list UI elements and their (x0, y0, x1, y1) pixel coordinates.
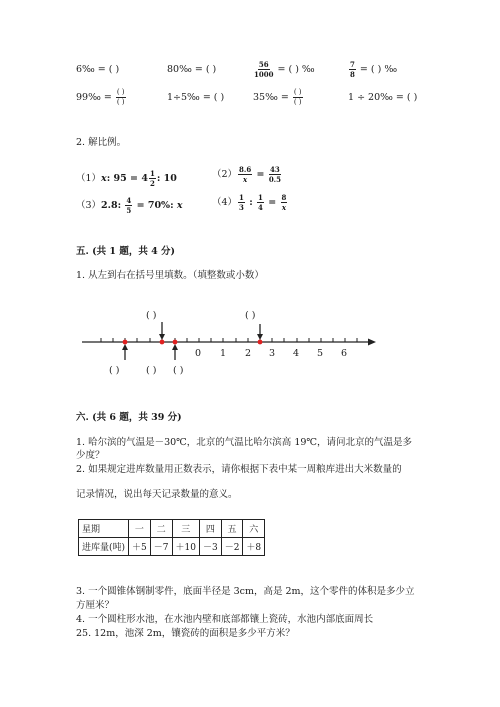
red-point-marker (173, 340, 178, 345)
fraction-denominator: 4 (258, 203, 263, 212)
fraction-denominator: 2 (149, 179, 155, 188)
section6-q1-line1: 1. 哈尔滨的气温是－30℃，北京的气温比哈尔滨高 19℃，请问北京的气温是多 (76, 437, 413, 448)
table-cell: 进库量(吨) (79, 538, 129, 556)
table-row (79, 538, 265, 556)
section5-question-1: 1. 从左到右在括号里填数。（填整数或小数） (76, 270, 264, 281)
section6-q3-line2: 方厘米？ (76, 600, 115, 611)
variable-x: x (176, 200, 183, 211)
table-header-cell: 一 (129, 520, 151, 538)
section6-q4-line2: 25. 12m，池深 2m，镶瓷砖的面积是多少平方米？ (76, 628, 295, 639)
equation-part: : 10 (156, 173, 177, 184)
fraction-numerator: 1 (258, 193, 263, 202)
fraction-denominator: 3 (239, 203, 244, 212)
fraction-numerator: 1 (239, 193, 244, 202)
fraction-numerator: 43 (270, 165, 280, 174)
table-cell: ＋5 (129, 538, 151, 556)
tick-label-6: 6 (341, 348, 348, 359)
fraction-numerator: 7 (350, 60, 355, 69)
table-header-row (79, 520, 265, 538)
table-cell: －7 (150, 538, 172, 556)
problem-label: （3） (76, 200, 102, 211)
fraction-denominator: 1000 (254, 70, 274, 79)
section5-title: 五. (共 1 题，共 4 分) (76, 246, 176, 257)
table-cell: ＋8 (243, 538, 265, 556)
equals-sign: = (253, 169, 268, 180)
section6-q2-line2: 记录情况，说出每天记录数量的意义。 (76, 489, 238, 500)
equation-part: 2.8: (101, 200, 125, 211)
fraction-numerator: 8 (281, 193, 287, 202)
table-cell: ＋10 (172, 538, 199, 556)
fraction-numerator: 1 (149, 169, 155, 178)
grain-record-table (78, 519, 265, 556)
answer-blank-top: ( ) (245, 310, 256, 321)
down-arrow-icon (159, 322, 165, 340)
up-arrow-icon (122, 344, 128, 360)
table-header-cell: 星期 (79, 520, 129, 538)
conversion-r1-c1: 6‰ = ( ) (76, 64, 120, 75)
fraction-denominator: 0.5 (268, 175, 281, 184)
equals-sign: = (264, 197, 280, 208)
table-cell: －2 (221, 538, 243, 556)
fraction-blank-denominator: ( ) (293, 98, 302, 106)
conversion-text: 99‰ = (76, 92, 115, 103)
equation-part: : 95 = 4 (106, 173, 148, 184)
section6-q2-line1: 2. 如果规定进库数量用正数表示，请你根据下表中某一周粮库进出大米数量的 (76, 464, 402, 475)
table-header-cell: 五 (221, 520, 243, 538)
answer-blank-bottom: ( ) (173, 365, 184, 376)
fraction-blank-numerator: ( ) (293, 88, 302, 96)
section6-q4-line1: 4. 一个圆柱形水池，在水池内壁和底部都镶上瓷砖，水池内部底面周长 (76, 614, 374, 625)
conversion-text: 35‰ = (253, 92, 292, 103)
tick-label-2: 2 (245, 348, 252, 359)
red-point-marker (258, 340, 263, 345)
fraction-numerator: 8.6 (239, 165, 252, 174)
fraction-denominator: 5 (126, 206, 132, 215)
table-header-cell: 六 (243, 520, 265, 538)
problem-label: （1） (76, 173, 102, 184)
section6-q3-line1: 3. 一个圆锥体钢制零件，底面半径是 3cm，高是 2m，这个零件的体积是多少立 (76, 586, 415, 597)
conversion-r2-c2: 1÷5‰ = ( ) (167, 92, 225, 103)
ratio-sign: : (245, 197, 257, 208)
up-arrow-icon (172, 344, 178, 360)
fraction-numerator: 56 (258, 60, 269, 69)
fraction-denominator: x (243, 175, 248, 184)
fraction-numerator: 4 (126, 196, 132, 205)
fraction-denominator: 8 (350, 70, 355, 79)
conversion-text: = ( ) ‰ (356, 64, 398, 75)
fraction-blank-numerator: ( ) (116, 88, 125, 96)
table-cell: －3 (199, 538, 221, 556)
conversion-text: = ( ) ‰ (274, 64, 315, 75)
fraction-blank-denominator: ( ) (116, 98, 125, 106)
tick-label-3: 3 (269, 348, 276, 359)
variable-x: x (101, 173, 107, 184)
answer-blank-bottom: ( ) (146, 365, 157, 376)
tick-label-5: 5 (317, 348, 324, 359)
tick-label-1: 1 (220, 348, 227, 359)
answer-blank-top: ( ) (146, 310, 157, 321)
table-header-cell: 三 (172, 520, 199, 538)
section6-title: 六. (共 6 题，共 39 分) (76, 412, 182, 423)
tick-label-0: 0 (195, 348, 202, 359)
table-header-cell: 二 (150, 520, 172, 538)
conversion-r2-c4: 1 ÷ 20‰ = ( ) (348, 92, 418, 103)
red-point-marker (160, 340, 165, 345)
conversion-r1-c2: 80‰ = ( ) (167, 64, 217, 75)
equation-part: = 70%: (133, 200, 177, 211)
proportion-heading: 2. 解比例。 (76, 137, 127, 148)
section6-q1-line2: 少度？ (76, 450, 105, 461)
tick-label-4: 4 (293, 348, 300, 359)
problem-label: （4） (212, 197, 238, 208)
down-arrow-icon (257, 324, 263, 340)
problem-label: （2） (212, 169, 238, 180)
table-header-cell: 四 (199, 520, 221, 538)
red-point-marker (123, 340, 128, 345)
answer-blank-bottom: ( ) (109, 365, 120, 376)
fraction-denominator: x (281, 203, 287, 212)
